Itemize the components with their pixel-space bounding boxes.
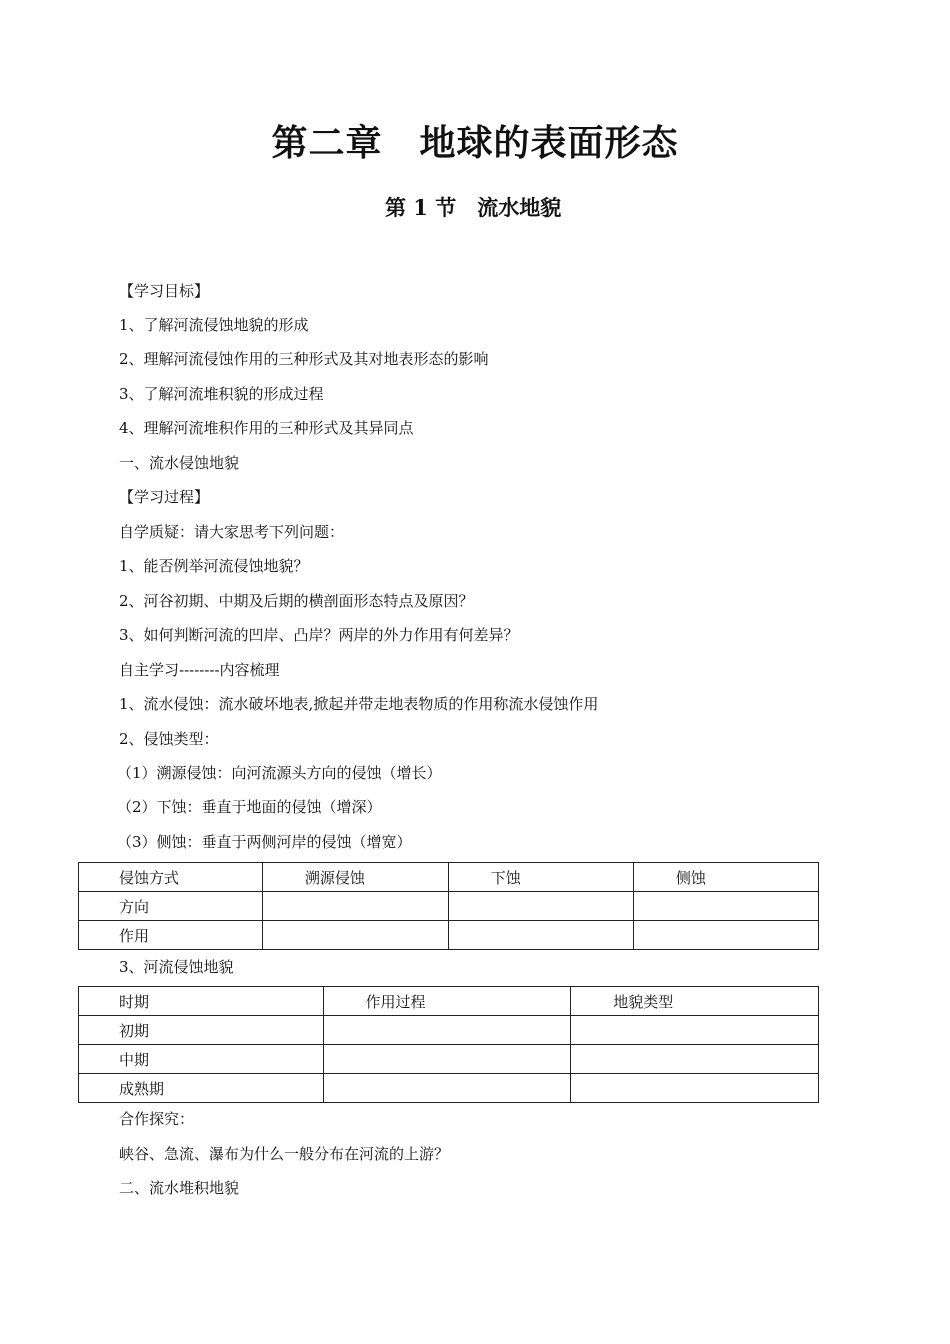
table-cell (448, 892, 633, 921)
part-one-heading: 一、流水侵蚀地貌 (119, 454, 240, 472)
question-item: 2、河谷初期、中期及后期的横剖面形态特点及原因？ (119, 592, 474, 610)
table-cell (323, 1074, 571, 1103)
content-point-2: 2、侵蚀类型： (119, 730, 219, 748)
table-header-cell: 溯源侵蚀 (262, 863, 448, 892)
table-cell (571, 1016, 819, 1045)
table-cell: 成熟期 (79, 1074, 324, 1103)
table-row (79, 1045, 819, 1074)
table-row (79, 892, 819, 921)
content-point-3: 3、河流侵蚀地貌 (119, 958, 234, 976)
table-header-cell: 时期 (79, 987, 324, 1016)
table-cell (571, 1074, 819, 1103)
cooperation-heading: 合作探究： (119, 1110, 195, 1128)
table-cell: 作用 (79, 921, 263, 950)
table-cell: 方向 (79, 892, 263, 921)
table-header-cell: 地貌类型 (571, 987, 819, 1016)
table-cell: 中期 (79, 1045, 324, 1074)
table-cell (262, 892, 448, 921)
table-header-cell: 侧蚀 (633, 863, 818, 892)
part-two-heading: 二、流水堆积地貌 (119, 1179, 240, 1197)
table-row (79, 1074, 819, 1103)
table-cell (633, 921, 818, 950)
erosion-type: （2）下蚀：垂直于地面的侵蚀（增深） (117, 798, 382, 816)
section-title: 第 1 节 流水地貌 (385, 195, 562, 220)
chapter-title: 第二章 地球的表面形态 (271, 122, 679, 164)
question-item: 1、能否例举河流侵蚀地貌？ (119, 557, 309, 575)
table-cell (323, 1016, 571, 1045)
goal-item: 1、了解河流侵蚀地貌的形成 (119, 316, 309, 334)
goals-heading: 【学习目标】 (119, 282, 210, 300)
table-cell (448, 921, 633, 950)
self-study-intro: 自学质疑：请大家思考下列问题： (119, 523, 345, 541)
erosion-type: （3）侧蚀：垂直于两侧河岸的侵蚀（增宽） (117, 833, 412, 851)
process-heading: 【学习过程】 (119, 488, 210, 506)
question-item: 3、如何判断河流的凹岸、凸岸？两岸的外力作用有何差异？ (119, 626, 519, 644)
table-cell (262, 921, 448, 950)
table-cell: 初期 (79, 1016, 324, 1045)
goal-item: 2、理解河流侵蚀作用的三种形式及其对地表形态的影响 (119, 350, 489, 368)
table-header-row (79, 987, 819, 1016)
goal-item: 4、理解河流堆积作用的三种形式及其异同点 (119, 419, 414, 437)
table-header-cell: 作用过程 (323, 987, 571, 1016)
erosion-types-table (78, 862, 819, 950)
erosion-type: （1）溯源侵蚀：向河流源头方向的侵蚀（增长） (117, 764, 442, 782)
content-heading: 自主学习--------内容梳理 (119, 661, 280, 679)
table-cell (571, 1045, 819, 1074)
table-header-cell: 下蚀 (448, 863, 633, 892)
table-cell (633, 892, 818, 921)
table-cell (323, 1045, 571, 1074)
table-row (79, 1016, 819, 1045)
content-point-1: 1、流水侵蚀：流水破坏地表,掀起并带走地表物质的作用称流水侵蚀作用 (119, 695, 599, 713)
table-header-cell: 侵蚀方式 (79, 863, 263, 892)
erosion-landform-table (78, 986, 819, 1103)
table-row (79, 921, 819, 950)
goal-item: 3、了解河流堆积貌的形成过程 (119, 385, 324, 403)
table-header-row (79, 863, 819, 892)
cooperation-question: 峡谷、急流、瀑布为什么一般分布在河流的上游？ (119, 1145, 450, 1163)
